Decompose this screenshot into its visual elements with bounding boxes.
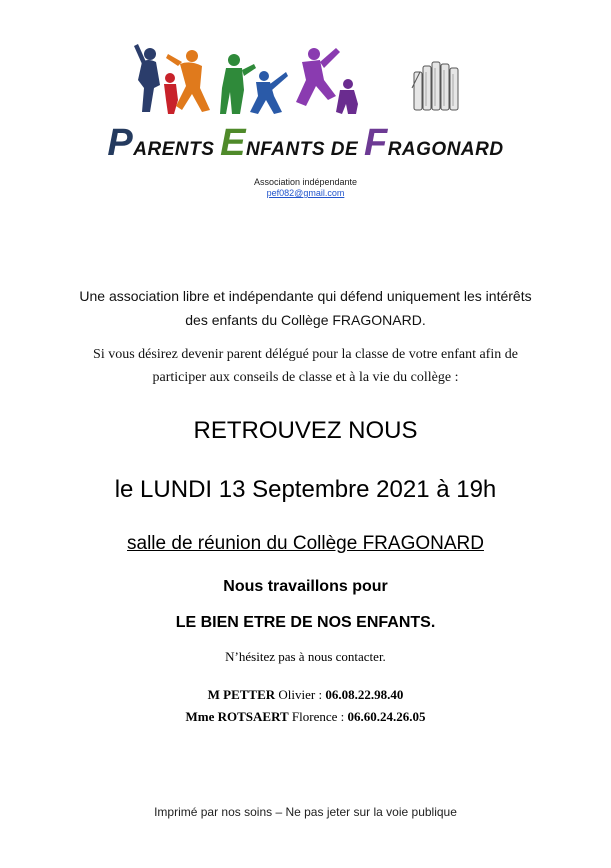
headline: RETROUVEZ NOUS [193,417,418,444]
association-subtitle: Association indépendante [253,177,358,187]
intro-paragraph [0,284,611,332]
contact-rotsaert-name: Mme ROTSAERT [185,709,289,724]
meeting-venue [0,532,611,556]
footer-note: Imprimé par nos soins – Ne pas jeter sur la voie publique [154,805,457,819]
people-silhouettes-logo [130,40,370,120]
intro-line-1: Une association libre et indépendante qui défend uniquement les intérêts [79,288,532,304]
figure-navy [134,44,160,112]
figure-blue [250,71,288,114]
figure-violet [296,48,340,106]
intro-line-2: des enfants du Collège FRAGONARD. [185,312,426,328]
contact-petter-phone: 06.08.22.98.40 [325,687,404,702]
delegate-line-2: participer aux conseils de classe et à la vie du collège : [152,370,459,385]
title-e-initial: E [220,122,247,164]
contact-rotsaert [0,708,611,726]
work-line-1: Nous travaillons pour [223,578,388,595]
work-line-2: LE BIEN ETRE DE NOS ENFANTS. [175,614,436,631]
email-link[interactable]: pef082@gmail.com [266,188,345,198]
figure-green [220,54,256,114]
delegate-paragraph [0,343,611,389]
contact-rotsaert-phone: 06.60.24.26.05 [347,709,426,724]
figure-red [164,73,178,114]
books-icon [410,58,466,112]
contact-petter-first: Olivier : [275,687,326,702]
title-p-initial: P [107,122,134,164]
contact-petter-name: M PETTER [207,687,276,702]
title-f-rest: RAGONARD [387,139,504,160]
contact-rotsaert-first: Florence : [288,709,348,724]
contact-petter [0,686,611,704]
title-p-rest: ARENTS [133,139,221,160]
title-e-rest: NFANTS DE [246,139,364,160]
meeting-date: le LUNDI 13 Septembre 2021 à 19h [114,476,497,503]
figure-purple [336,79,358,114]
venue-text: salle de réunion du Collège FRAGONARD [127,533,484,554]
association-title [0,122,611,165]
title-f-initial: F [363,122,388,164]
contact-invitation: N’hésitez pas à nous contacter. [225,649,386,664]
delegate-line-1: Si vous désirez devenir parent délégué pour la classe de votre enfant afin de [93,347,518,362]
